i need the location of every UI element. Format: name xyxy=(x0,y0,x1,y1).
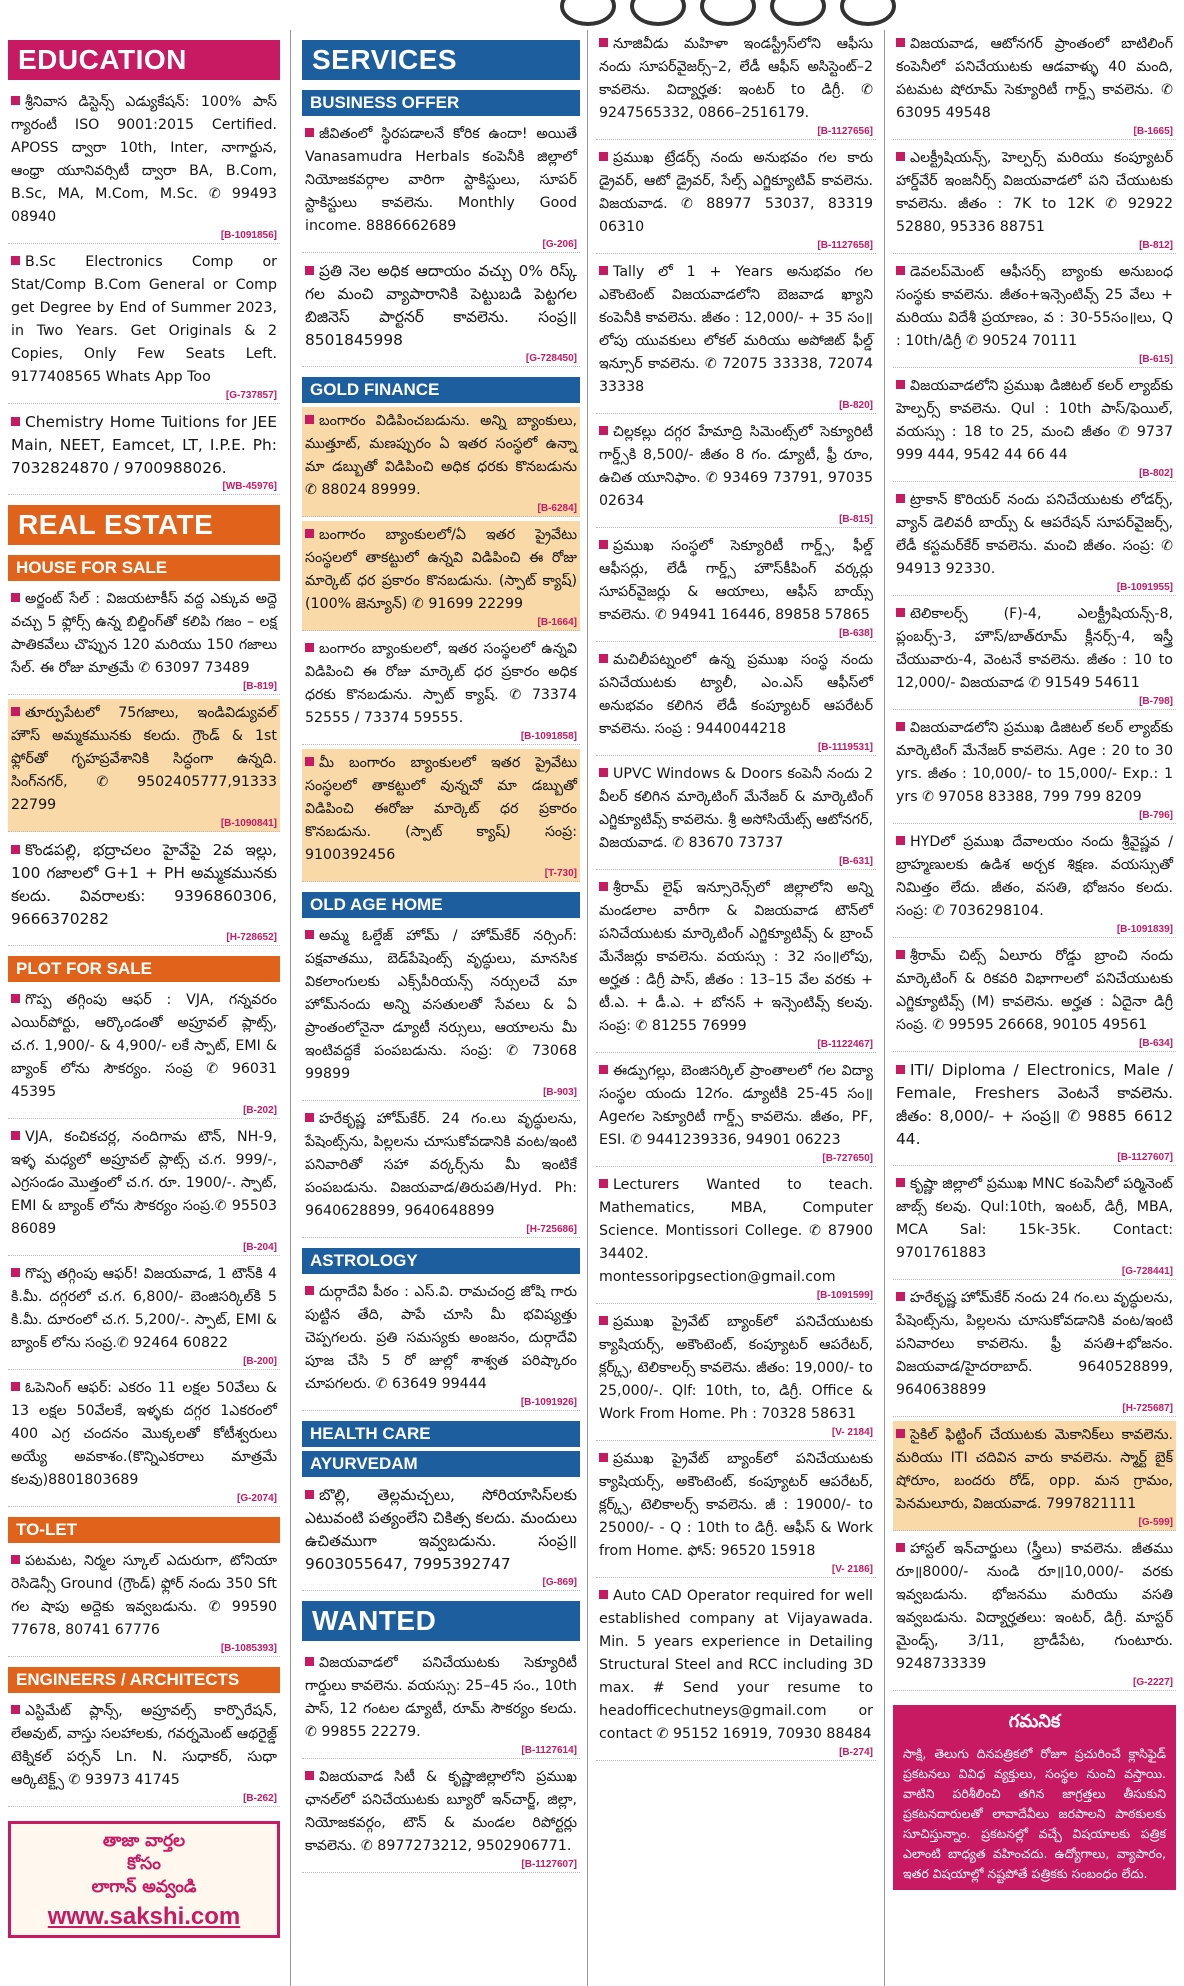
subheading-gold-finance: GOLD FINANCE xyxy=(302,377,580,403)
classified-ad: ప్రముఖ ట్రేడర్స్ నందు అనుభవం గల కారు డ్రైవర్, ఆటో డ్రైవర్, సేల్స్ ఎగ్జిక్యూటివ్ కావలెను. విజయవాడ. ✆ 88977 53037, 83319 06310 xyxy=(599,150,873,235)
ad-code: [B-1127656] xyxy=(596,125,876,140)
classified-ad: Chemistry Home Tuitions for JEE Main, NEET, Eamcet, LT, I.P.E. Ph: 7032824870 / 9700988026. xyxy=(11,413,277,477)
promo-line: కోసం xyxy=(127,1854,161,1874)
ad-code: [B-820] xyxy=(596,399,876,414)
bullet-icon xyxy=(305,1113,314,1122)
disclaimer-notice xyxy=(893,1705,1176,1890)
bullet-icon xyxy=(599,1179,608,1188)
ad-code: [B-1091839] xyxy=(893,923,1176,938)
column-1 xyxy=(8,30,280,1986)
ad-code: [B-1091858] xyxy=(302,730,580,745)
ad-code: [B-638] xyxy=(596,627,876,642)
column-divider xyxy=(587,30,588,1986)
bullet-icon xyxy=(896,836,905,845)
bullet-icon xyxy=(599,540,608,549)
ad-code: [B-1091955] xyxy=(893,581,1176,596)
bullet-icon xyxy=(896,1543,905,1552)
bullet-icon xyxy=(305,1771,314,1780)
bullet-icon xyxy=(599,1453,608,1462)
classified-ad: ఈడ్పుగల్లు, బెంజిసర్కిల్ ప్రాంతాలలో గల విద్యా సంస్థల యందు 12గం. డ్యూటీకి 25-45 సం॥ Ageగల సెక్యూరిటీ గార్డ్స్ కావలెను. జీతం, PF, ESI. ✆ 9441239336, 94901 06223 xyxy=(599,1063,873,1148)
classified-ad: బంగారం బ్యాంకులలో, ఇతర సంస్థలలో ఉన్నవి విడిపించి ఈ రోజు మార్కెట్ ధర ప్రకారం అధిక ధరకు కొనబడును. స్పాట్ క్యాష్. ✆ 73374 52555 / 73374 59555. xyxy=(305,641,577,726)
classified-ad: ITI/ Diploma / Electronics, Male / Female, Freshers వెంటనే కావలెను. జీతం: 8,000/- + సంప్ర॥ ✆ 9885 6612 44. xyxy=(896,1061,1173,1148)
classified-ad: ఓపెనింగ్ ఆఫర్: ఎకరం 11 లక్షల 50వేలు & 13 లక్షల 50వేలకే, ఇళ్ళకు దగ్గర 1ఎకరంలో 400 ఎగ్ర చందనం మొక్కలతో కోటీశ్వరులు అయ్యే అవకాశం.(కొన్నిఎకరాలు మాత్రమే కలవు)8801803689 xyxy=(11,1380,277,1488)
ad-code: [G-206] xyxy=(302,238,580,253)
classified-ad: ట్రాకాన్ కొరియర్ నందు పనిచేయుటకు లోడర్స్, వ్యాన్ డెలివరీ బాయ్స్ & ఆపరేషన్ సూపర్‌వైజర్స్, లేడీ కస్టమర్‌కేర్ కావలెను. మంచి జీతం. సంప్ర: ✆ 94913 92330. xyxy=(896,492,1173,577)
ad-code: [B-802] xyxy=(893,467,1176,482)
bullet-icon xyxy=(305,643,314,652)
classified-ad: శ్రీరామ్ లైఫ్ ఇన్సూరెన్స్‌లో జిల్లాలోని అన్ని మండలాల వారీగా & విజయవాడ టౌన్‌లో పనిచేయుటకు మార్కెటింగ్ ఎగ్జిక్యూటివ్స్ & బ్రాంచ్ మేనేజర్లు కావలెను. వయస్సు : 32 సం॥లోపు, అర్హత : డిగ్రీ పాస్, జీతం : 13–15 వేల వరకు + టీ.ఎ. + డీ.ఎ. + బోనస్ + ఇన్సెంటివ్స్ కలవు. సంప్ర: ✆ 81255 76999 xyxy=(599,880,873,1034)
bullet-icon xyxy=(11,1555,20,1564)
classified-ad: జీవితంలో స్థిరపడాలనే కోరిక ఉందా! అయితే Vanasamudra Herbals కంపెనీకి జిల్లాలో నియోజకవర్గాల వారిగా స్టాకిస్టులు, సూపర్ స్టాకిస్టులు కావలెను. Monthly Good income. 8886662689 xyxy=(305,126,577,234)
classified-ad: మచిలీపట్నంలో ఉన్న ప్రముఖ సంస్థ నందు పనిచేయుటకు ట్యాలీ, ఎం.ఎస్ ఆఫీస్‌లో అనుభవం కలిగిన లేడీ కంప్యూటర్ ఆపరేటర్ కావలెను. సంప్ర : 9440044218 xyxy=(599,652,873,737)
bullet-icon xyxy=(11,1131,20,1140)
column-divider xyxy=(884,30,885,1986)
bullet-icon xyxy=(896,608,905,617)
bullet-icon xyxy=(11,1705,20,1714)
notice-body: సాక్షి, తెలుగు దినపత్రికలో రోజూ ప్రచురించే క్లాసిఫైడ్ ప్రకటనలు వివిధ వ్యక్తులు, సంస్థల నుంచి వస్తాయి. వాటిని పరిశీలించి తగిన జాగ్రత్తలు తీసుకుని ప్రకటనదారులతో లావాదేవీలు జరపాలని పాఠకులకు సూచిస్తున్నాం. ప్రకటనల్లో వచ్చే విషయాలకు పత్రిక ఎలాంటి బాధ్యత వహించదు. ఉద్యోగాలు, వ్యాపారం, ఇతర విషయాల్లో నష్టపోతే పత్రికకు సంబంధం లేదు. xyxy=(895,1740,1174,1888)
classified-ad: పటమట, నిర్మల స్కూల్ ఎదురుగా, టోనియా రెసిడెన్సీ Ground (గ్రౌండ్) ఫ్లోర్ నందు 350 Sft గల షాపు అద్దెకు ఇవ్వబడును. ✆ 99590 77678, 80741 67776 xyxy=(11,1553,277,1638)
ad-code: [V- 2186] xyxy=(596,1563,876,1578)
ad-code: [B-6284] xyxy=(302,502,580,517)
classified-ad: HYDలో ప్రముఖ దేవాలయం నందు శ్రీవైష్ణవ / బ్రాహ్మణులకు ఉడిశ అర్చక శిక్షణ. వయస్సుతో నిమిత్తం లేదు. జీతం, వసతి, భోజనం కలదు. సంప్ర: ✆ 7036298104. xyxy=(896,834,1173,919)
ad-code: [B-1127614] xyxy=(302,1744,580,1759)
ad-code: [B-903] xyxy=(302,1086,580,1101)
promo-line: లాగాన్ అవ్వండి xyxy=(91,1877,197,1897)
classified-ad: బంగారం బ్యాంకులలో/ఏ ఇతర ప్రైవేటు సంస్థలలో తాకట్టులో ఉన్నవి విడిపించి ఈ రోజు మార్కెట్ ధర ప్రకారం కొనబడును. (స్పాట్ క్యాష్) (100% జెన్యూన్) ✆ 91699 22299 xyxy=(302,521,580,616)
bullet-icon xyxy=(11,1268,20,1277)
bullet-icon xyxy=(599,882,608,891)
ad-code: [B-200] xyxy=(8,1355,280,1370)
ad-code: [B-202] xyxy=(8,1104,280,1119)
bullet-icon xyxy=(305,529,314,538)
classified-ad: విజయవాడలోని ప్రముఖ డిజిటల్ కలర్ ల్యాబ్‌కు హెల్పర్స్ కావలెను. Qul : 10th పాస్/ఫెయిల్, వయస్సు : 18 to 25, మంచి జీతం ✆ 9737 999 444, 9542 44 66 44 xyxy=(896,378,1173,463)
bullet-icon xyxy=(11,417,20,426)
ad-code: [B-262] xyxy=(8,1792,280,1807)
classified-ad: కృష్ణా జిల్లాలో ప్రముఖ MNC కంపెనీలో పర్మినెంట్ జాబ్స్ కలవు. Qul:10th, ఇంటర్, డిగ్రీ, MBA, MCA Sal: 15k-35k. Contact: 9701761883 xyxy=(896,1176,1173,1261)
bullet-icon xyxy=(305,1286,314,1295)
ad-code: [H-728652] xyxy=(8,931,280,946)
subheading-business-offer: BUSINESS OFFER xyxy=(302,90,580,116)
bullet-icon xyxy=(599,266,608,275)
classified-ad: ప్రముఖ సంస్థలో సెక్యూరిటీ గార్డ్స్, ఫీల్డ్ ఆఫీసర్లు, లేడీ గార్డ్స్ హౌస్‌కీపింగ్ వర్కర్లు సూపర్‌వైజర్లు & ఆయాలు, ఆఫీస్ బాయ్స్ కావలెను. ✆ 94941 16446, 89858 57865 xyxy=(599,538,873,623)
classified-ad: నూజివీడు మహిళా ఇండస్ట్రీస్‌లోని ఆఫీసు నందు సూపర్‌వైజర్స్–2, లేడీ ఆఫీస్ అసిస్టెంట్–2 కావలెను. విద్యార్హత: ఇంటర్ to డిగ్రీ. ✆ 9247565332, 0866–2516179. xyxy=(599,36,873,121)
ad-code: [G-2227] xyxy=(893,1676,1176,1691)
ad-code: [WB-45976] xyxy=(8,480,280,495)
ad-code: [B-204] xyxy=(8,1241,280,1256)
classified-ad: హాస్టల్ ఇన్‌చార్జులు (స్త్రీలు) కావలెను. జీతము రూ॥8000/- నుండి రూ॥10,000/- వరకు ఇవ్వబడును. భోజనము మరియు వసతి ఇవ్వబడును. విద్యార్హతలు: ఇంటర్, డిగ్రీ. మాస్టర్ మైండ్స్, 3/11, బ్రాడీపేట, గుంటూరు. 9248733339 xyxy=(896,1541,1173,1672)
ad-code: [B-1090841] xyxy=(8,817,280,832)
ad-code: [G-737857] xyxy=(8,389,280,404)
ad-code: [G-728450] xyxy=(302,352,580,367)
ad-code: [G-869] xyxy=(302,1576,580,1591)
bullet-icon xyxy=(599,1590,608,1599)
classified-ad: బొల్లి, తెల్లమచ్చలు, సోరియాసిస్‌లకు ఎటువంటి పత్యంలేని చికిత్స కలదు. మందులు ఉచితముగా ఇవ్వబడును. సంప్ర॥ 9603055647, 7995392747 xyxy=(305,1486,577,1573)
classified-ad: కొండపల్లి, భద్రాచలం హైవేపై 2వ ఇల్లు, 100 గజాలలో G+1 + PH అమ్మకమునకు కలదు. వివరాలకు: 9396860306, 9666370282 xyxy=(11,841,277,928)
classified-ad: ప్రతి నెల అధిక ఆదాయం వచ్చు 0% రిస్క్ గల మంచి వ్యాపారానికి పెట్టుబడి పెట్టగల బిజినెస్ పార్టనర్ కావలెను. సంప్ర॥ 8501845998 xyxy=(305,262,577,349)
ad-code: [B-1091599] xyxy=(596,1289,876,1304)
column-3 xyxy=(596,30,876,1986)
classified-ad: హరేకృష్ణ హోమ్‌కేర్ నందు 24 గం.లు వృద్ధులను, పేషెంట్స్‌ను, పిల్లలను చూసుకోవడానికి వంట/ఇంటి పనివారలు కావలెను. ఫ్రీ వసతి+భోజనం. విజయవాడ/హైదరాబాద్. 9640528899, 9640638899 xyxy=(896,1290,1173,1398)
bullet-icon xyxy=(305,128,314,137)
ad-code: [B-1122467] xyxy=(596,1038,876,1053)
bullet-icon xyxy=(896,38,905,47)
ad-code: [V- 2184] xyxy=(596,1426,876,1441)
section-heading-real-estate: REAL ESTATE xyxy=(8,505,280,545)
bullet-icon xyxy=(305,757,314,766)
bullet-icon xyxy=(11,845,20,854)
bullet-icon xyxy=(896,494,905,503)
column-4 xyxy=(893,30,1176,1986)
classified-ad: డెవలప్‌మెంట్ ఆఫీసర్స్ బ్యాంకు అనుబంధ సంస్థకు కావలెను. జీతం+ఇన్సెంటివ్స్ 25 వేలు + మరియు విదేశీ ప్రయాణం, వ : 30-55సం॥లు, Q : 10th/డిగ్రీ ✆ 90524 70111 xyxy=(896,264,1173,349)
bullet-icon xyxy=(896,266,905,275)
classified-ad: తూర్పుపేటలో 75గజాలు, ఇండివిడ్యువల్ హౌస్ అమ్మకమునకు కలదు. గ్రౌండ్ & 1st ఫ్లోర్‌తో గృహప్రవేశానికి సిద్ధంగా ఉన్నది. సింగ్‌నగర్, ✆ 9502405777,91333 22799 xyxy=(8,699,280,817)
classified-ad: బంగారం విడిపించబడును. అన్ని బ్యాంకులు, ముత్తూట్, మణప్పురం ఏ ఇతర సంస్థలో ఉన్నా మా డబ్బుతో విడిపించి అధిక ధరకు కొనబడును ✆ 88024 89999. xyxy=(302,407,580,502)
subheading-plot-for-sale: PLOT FOR SALE xyxy=(8,956,280,982)
bullet-icon xyxy=(599,1065,608,1074)
ad-code: [B-1085393] xyxy=(8,1642,280,1657)
classified-ad: Lecturers Wanted to teach. Mathematics, MBA, Computer Science. Montissori College. ✆ 87900 34402. montessoripgsection@gmail.com xyxy=(599,1177,873,1285)
classified-ad: UPVC Windows & Doors కంపెనీ నందు 2 వీలర్ కలిగిన మార్కెటింగ్ మేనేజర్ & మార్కెటింగ్ ఎగ్జిక్యూటివ్స్ కావలెను. శ్రీ అసోసియేట్స్ ఆటోనగర్, విజయవాడ. ✆ 83670 73737 xyxy=(599,766,873,851)
bullet-icon xyxy=(599,1316,608,1325)
bullet-icon xyxy=(305,1657,314,1666)
bullet-icon xyxy=(896,1065,905,1074)
ad-code: [B-727650] xyxy=(596,1152,876,1167)
ad-code: [B-274] xyxy=(596,1746,876,1761)
bullet-icon xyxy=(599,38,608,47)
bullet-icon xyxy=(896,1178,905,1187)
ad-code: [B-1127658] xyxy=(596,239,876,254)
bullet-icon xyxy=(11,707,20,716)
bullet-icon xyxy=(11,593,20,602)
classified-ad: VJA, కంచికచర్ల, నందిగామ టౌన్, NH-9, ఇళ్ళ మధ్యలో అప్రూవల్ ప్లాట్స్ చ.గ. 999/-, ఎగ్రసండం మొత్తంలో చ.గ. రూ. 1900/-. స్పాట్, EMI & బ్యాంక్ లోను సౌకర్యం సంప్ర.✆ 95503 86089 xyxy=(11,1129,277,1237)
section-heading-education: EDUCATION xyxy=(8,40,280,80)
classified-ad: దుర్గాదేవి పీఠం : ఎస్.వి. రామచంద్ర జోషి గారు పుట్టిన తేది, పాపే చూసి మీ భవిష్యత్తు చెప్పగలరు. ప్రతి సమస్యకు అంజనం, దుర్గాదేవి పూజ చేసి 5 రో జుల్లో శాశ్వత పరిష్కారం చూపగలరు. ✆ 63649 99444 xyxy=(305,1284,577,1392)
section-heading-wanted: WANTED xyxy=(302,1601,580,1641)
classified-ad: గొప్ప తగ్గింపు ఆఫర్ : VJA, గన్నవరం ఎయిర్‌పోర్టు, ఆర్కొండంతో అప్రూవల్ ప్లాట్స్, చ.గ. 1,900/- & 4,900/- లకే స్పాట్, EMI & బ్యాంక్ లోను సౌకర్యం. సంప్ర ✆ 96031 45395 xyxy=(11,992,277,1100)
classified-ad: అమ్మ ఓల్డేజ్ హోమ్ / హోమ్‌కేర్ నర్సింగ్: పక్షవాతము, బెడ్‌పేషెంట్స్ వృద్ధులు, మానసిక వికలాంగులకు ఎక్స్‌పీరియన్స్ నర్సులచే మా హోమ్‌నందు అన్ని వసతులతో సేవలు & ఏ ప్రాంతంలోనైనా డ్యూటీ నర్సులు, ఆయాలను మీ ఇంటివద్దకే పంపబడును. సంప్ర: ✆ 73068 99899 xyxy=(305,928,577,1082)
classified-ad: Auto CAD Operator required for well established company at Vijayawada. Min. 5 years experience in Detailing Structural Steel and RCC including 3D max. # Send your resume to headofficechutneys@gmail.com or contact ✆ 95152 16919, 70930 88484 xyxy=(599,1588,873,1742)
bullet-icon xyxy=(305,930,314,939)
ad-code: [H-725686] xyxy=(302,1223,580,1238)
ad-code: [B-815] xyxy=(596,513,876,528)
ad-code: [B-819] xyxy=(8,680,280,695)
subheading-to-let: TO-LET xyxy=(8,1517,280,1543)
classified-ad: అర్జంట్ సేల్ : విజయటాకీస్ వద్ద ఎక్కువ అద్దె వచ్చు 5 ఫ్లోర్స్ ఉన్న బిల్డింగ్‌తో కలిపి గజం – లక్ష పాతికవేలు చొప్పున 120 మరియు 150 గజాలు సేల్. ఈ రోజు మాత్రమే ✆ 63097 73489 xyxy=(11,591,277,676)
ad-code: [B-1665] xyxy=(893,125,1176,140)
classified-ad: B.Sc Electronics Comp or Stat/Comp B.Com General or Comp get Degree by End of Summer 2023, in Two Years. Get Originals & 2 Copies, Only Few Seats Left. 9177408565 Whats App Too xyxy=(11,254,277,385)
bullet-icon xyxy=(11,96,20,105)
subheading-ayurvedam: AYURVEDAM xyxy=(302,1451,580,1477)
bullet-icon xyxy=(599,768,608,777)
classified-ad: ప్రముఖ ప్రైవేట్ బ్యాంక్‌లో పనిచేయుటకు క్యాషియర్స్, అకౌంటెంట్, కంప్యూటర్ ఆపరేటర్, క్లర్క్స్, టెలికాలర్స్ కావలెను. జీతం: 19,000/- to 25,000/-. Qlf: 10th, to, డిగ్రీ. Office & Work From Home. Ph : 70328 58631 xyxy=(599,1314,873,1422)
subheading-engineers-architects: ENGINEERS / ARCHITECTS xyxy=(8,1667,280,1693)
ad-code: [B-812] xyxy=(893,239,1176,254)
bullet-icon xyxy=(896,722,905,731)
bullet-icon xyxy=(11,256,20,265)
bullet-icon xyxy=(896,152,905,161)
classified-ad: విజయవాడలోని ప్రముఖ డిజిటల్ కలర్ ల్యాబ్‌కు మార్కెటింగ్ మేనేజర్ కావలెను. Age : 20 to 30 yrs. జీతం : 10,000/- to 15,000/- Exp.: 1 yrs ✆ 97058 83388, 799 799 8209 xyxy=(896,720,1173,805)
classified-ad: ఎలక్ట్రీషియన్స్, హెల్పర్స్ మరియు కంప్యూటర్ హార్డ్‌వేర్ ఇంజనీర్స్ విజయవాడలో పని చేయుటకు కావలెను. జీతం : 7K to 12K ✆ 92922 52880, 95336 88751 xyxy=(896,150,1173,235)
ad-code: [B-615] xyxy=(893,353,1176,368)
ad-code: [B-796] xyxy=(893,809,1176,824)
ad-code: [B-1127607] xyxy=(893,1151,1176,1166)
ad-code: [G-728441] xyxy=(893,1265,1176,1280)
classified-ad: హరేకృష్ణ హోమ్‌కేర్. 24 గం.లు వృద్ధులను, పేషెంట్స్‌ను, పిల్లలను చూసుకోవడానికి వంట/ఇంటి పనివారితో సహా వర్కర్స్‌ను మీ ఇంటికే పంపబడును. విజయవాడ/తిరుపతి/Hyd. Ph: 9640628899, 9640648899 xyxy=(305,1111,577,1219)
ad-code: [H-725687] xyxy=(893,1402,1176,1417)
sakshi-link[interactable]: www.sakshi.com xyxy=(47,1903,241,1930)
ad-code: [B-1091926] xyxy=(302,1396,580,1411)
ad-code: [B-798] xyxy=(893,695,1176,710)
bullet-icon xyxy=(11,994,20,1003)
classified-ad: విజయవాడలో పనిచేయుటకు సెక్యూరిటీ గార్డులు కావలెను. వయస్సు: 25–45 సం., 10th పాస్, 12 గంటల డ్యూటీ, రూమ్ సౌకర్యం కలదు. ✆ 99855 22279. xyxy=(305,1655,577,1740)
subheading-health-care: HEALTH CARE xyxy=(302,1421,580,1447)
column-2 xyxy=(302,30,580,1986)
classified-ad: విజయవాడ సిటీ & కృష్ణాజిల్లాలోని ప్రముఖ ఛానల్‌లో పనిచేయుటకు బ్యూరో ఇన్‌చార్జ్, జిల్లా, నియోజకవర్గం, టౌన్ & మండల రిపోర్టర్లు కావలెను. ✆ 8977273212, 9502906771. xyxy=(305,1769,577,1854)
classified-ad: శ్రీనివాస డిస్టెన్స్ ఎడ్యుకేషన్: 100% పాస్ గ్యారంటీ ISO 9001:2015 Certified. APOSS ద్వారా 10th, Inter, నాగార్జున, ఆంధ్రా యూనివర్సిటీ ద్వారా BA, B.Com, B.Sc, MA, M.Com, M.Sc. ✆ 99493 08940 xyxy=(11,94,277,225)
bullet-icon xyxy=(11,1382,20,1391)
ad-code: [G-2074] xyxy=(8,1492,280,1507)
bullet-icon xyxy=(599,654,608,663)
classified-ad: టెలికాలర్స్ (F)-4, ఎలక్ట్రీషియన్స్-8, ప్లంబర్స్-3, హౌస్/బాత్‌రూమ్ క్లీనర్స్-4, ఇస్త్రీ చేయువారు-4, వెంటనే కావలెను. జీతం : 10 to 12,000/- విజయవాడ ✆ 91549 54611 xyxy=(896,606,1173,691)
ad-code: [B-1127607] xyxy=(302,1858,580,1873)
bullet-icon xyxy=(305,1490,314,1499)
notice-title: గమనిక xyxy=(895,1707,1174,1740)
bullet-icon xyxy=(896,1429,905,1438)
subheading-astrology: ASTROLOGY xyxy=(302,1248,580,1274)
bullet-icon xyxy=(896,1292,905,1301)
ad-code: [B-631] xyxy=(596,855,876,870)
bullet-icon xyxy=(896,380,905,389)
ad-code: [B-634] xyxy=(893,1037,1176,1052)
classified-ad: విజయవాడ, ఆటోనగర్ ప్రాంతంలో బాటిలింగ్ కంపెనీలో పనిచేయుటకు ఆడవాళ్ళు 40 మంది, పటమట షోరూమ్ సెక్యూరిటీ గార్డ్స్ కావలెను. ✆ 63095 49548 xyxy=(896,36,1173,121)
column-divider xyxy=(290,30,291,1986)
classified-ad: గొప్ప తగ్గింపు ఆఫర్! విజయవాడ, 1 టౌన్‌కి 4 కి.మీ. దగ్గరలో చ.గ. 6,800/- బెంజిసర్కిల్‌కి 5 కి.మీ. దూరంలో చ.గ. 5,200/-. స్పాట్, EMI & బ్యాంక్ లోను సంప్ర.✆ 92464 60822 xyxy=(11,1266,277,1351)
subheading-old-age-home: OLD AGE HOME xyxy=(302,892,580,918)
ad-code: [G-599] xyxy=(893,1516,1176,1531)
classified-ad: శ్రీరామ్ చిట్స్ ఏలూరు రోడ్డు బ్రాంచి నందు మార్కెటింగ్ & రికవరి విభాగాలలో పనిచేయుటకు ఎగ్జిక్యూటివ్స్ (M) కావలెను. అర్హత : ఏదైనా డిగ్రీ సంప్ర. ✆ 99595 26668, 90105 49561 xyxy=(896,948,1173,1033)
ad-code: [T-730] xyxy=(302,867,580,882)
classified-ad: సైకిల్ ఫిట్టింగ్ చేయుటకు మెకానిక్‌లు కావలెను. మరియు ITI చదివిన వారు కావలెను. స్మార్ట్ బైక్ షోరూం, బందరు రోడ్, opp. మన గ్రామం, పెనమలూరు, విజయవాడ. 7997821111 xyxy=(893,1421,1176,1516)
ad-code: [B-1664] xyxy=(302,616,580,631)
bullet-icon xyxy=(305,415,314,424)
classified-ad: చిల్లకల్లు దగ్గర హేమాద్రి సిమెంట్స్‌లో సెక్యూరిటీ గార్డ్స్‌కి 8,500/- జీతం 8 గం. డ్యూటీ, ఫ్రీ రూం, ఉచిత యూనిఫాం. ✆ 93469 73791, 97035 02634 xyxy=(599,424,873,509)
classified-ad: ప్రముఖ ప్రైవేట్ బ్యాంక్‌లో పనిచేయుటకు క్యాషియర్స్, అకౌంటెంట్, కంప్యూటర్ ఆపరేటర్, క్లర్క్స్, టెలికాలర్స్ కావలెను. జీ : 19000/- to 25000/- - Q : 10th to డిగ్రీ. ఆఫీస్ & Work from Home. ఫోన్: 96520 15918 xyxy=(599,1451,873,1559)
classified-ad: మీ బంగారం బ్యాంకులలో ఇతర ప్రైవేటు సంస్థలలో తాకట్టులో వున్నచో మా డబ్బుతో విడిపించి ఈరోజు మార్కెట్ ధర ప్రకారం కొనబడును. (స్పాట్ క్యాష్) సంప్ర: 9100392456 xyxy=(302,749,580,867)
ad-code: [B-1091856] xyxy=(8,229,280,244)
bullet-icon xyxy=(599,152,608,161)
sakshi-promo-box xyxy=(8,1821,280,1938)
classified-ad: Tally లో 1 + Years అనుభవం గల ఎకౌంటెంట్ విజయవాడలోని బెజవాడ ఖ్యాని కంపెనీకి కావలెను. జీతం : 12,000/- + 35 సం॥లోపు యువకులు లోకల్ మరియు అపోజిట్ ఫీల్డ్ ఇన్సూర్ కావలెను. ✆ 72075 33338, 72074 33338 xyxy=(599,264,873,395)
bullet-icon xyxy=(599,426,608,435)
bullet-icon xyxy=(305,266,314,275)
top-decoration xyxy=(0,0,1184,30)
promo-line: తాజా వార్తల xyxy=(102,1831,186,1851)
section-heading-services: SERVICES xyxy=(302,40,580,80)
ad-code: [B-1119531] xyxy=(596,741,876,756)
bullet-icon xyxy=(896,950,905,959)
subheading-house-for-sale: HOUSE FOR SALE xyxy=(8,555,280,581)
classified-ad: ఎస్టిమేట్ ప్లాన్స్, అప్రూవల్స్ కార్పొరేషన్, లేఅవుట్, వాస్తు సలహాలకు, గవర్నమెంట్ ఆథరైజ్డ్ టెక్నికల్ పర్సన్ Ln. N. సుధాకర్, సుధా ఆర్కిటెక్ట్స్ ✆ 93973 41745 xyxy=(11,1703,277,1788)
